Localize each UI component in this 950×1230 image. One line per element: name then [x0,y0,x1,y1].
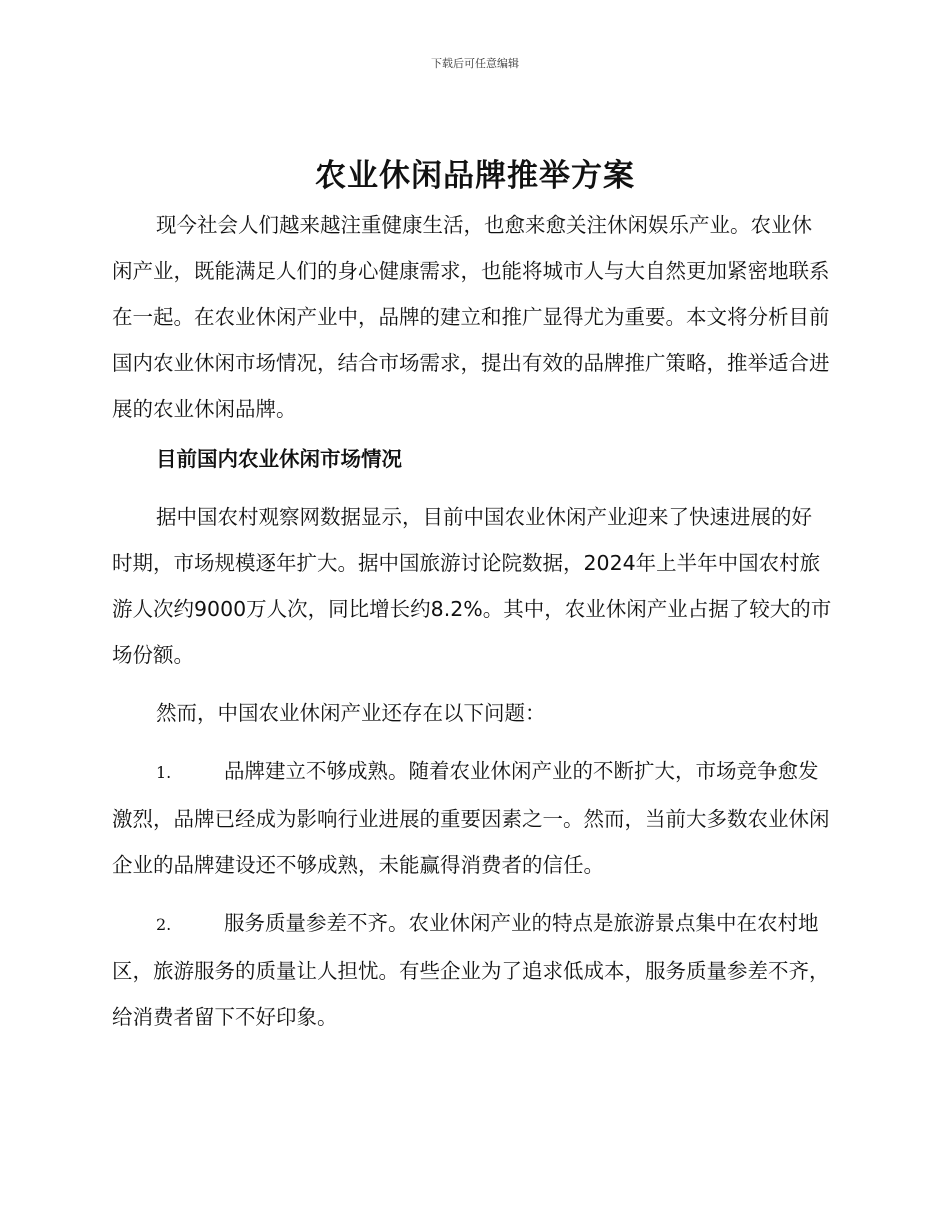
list-item [112,748,832,888]
list-item-number: 1. [156,763,172,782]
list-item [112,900,832,1040]
problems-intro-paragraph: 然而，中国农业休闲产业还存在以下问题： [156,701,546,725]
section-heading: 目前国内农业休闲市场情况 [156,447,402,471]
list-item-text: 品牌建立不够成熟。随着农业休闲产业的不断扩大，市场竞争愈发激烈，品牌已经成为影响行业进展的重要因素之一。然而，当前大多数农业休闲企业的品牌建设还不够成熟，未能赢得消费者的信任。 [112,759,830,877]
document-title: 农业休闲品牌推举方案 [315,158,635,194]
header-note: 下载后可任意编辑 [431,57,519,70]
list-item-text: 服务质量参差不齐。农业休闲产业的特点是旅游景点集中在农村地区，旅游服务的质量让人担忧。有些企业为了追求低成本，服务质量参差不齐，给消费者留下不好印象。 [112,911,830,1029]
list-item-number: 2. [156,915,172,934]
market-paragraph: 据中国农村观察网数据显示，目前中国农业休闲产业迎来了快速进展的好时期，市场规模逐年扩大。据中国旅游讨论院数据，2024年上半年中国农村旅游人次约9000万人次，同比增长约8.2%。其中，农业休闲产业占据了较大的市场份额。 [112,505,832,667]
document-body [112,202,832,1040]
intro-paragraph: 现今社会人们越来越注重健康生活，也愈来愈关注休闲娱乐产业。农业休闲产业，既能满足人们的身心健康需求，也能将城市人与大自然更加紧密地联系在一起。在农业休闲产业中，品牌的建立和推广显得尤为重要。本文将分析目前国内农业休闲市场情况，结合市场需求，提出有效的品牌推广策略，推举适合进展的农业休闲品牌。 [112,213,830,421]
